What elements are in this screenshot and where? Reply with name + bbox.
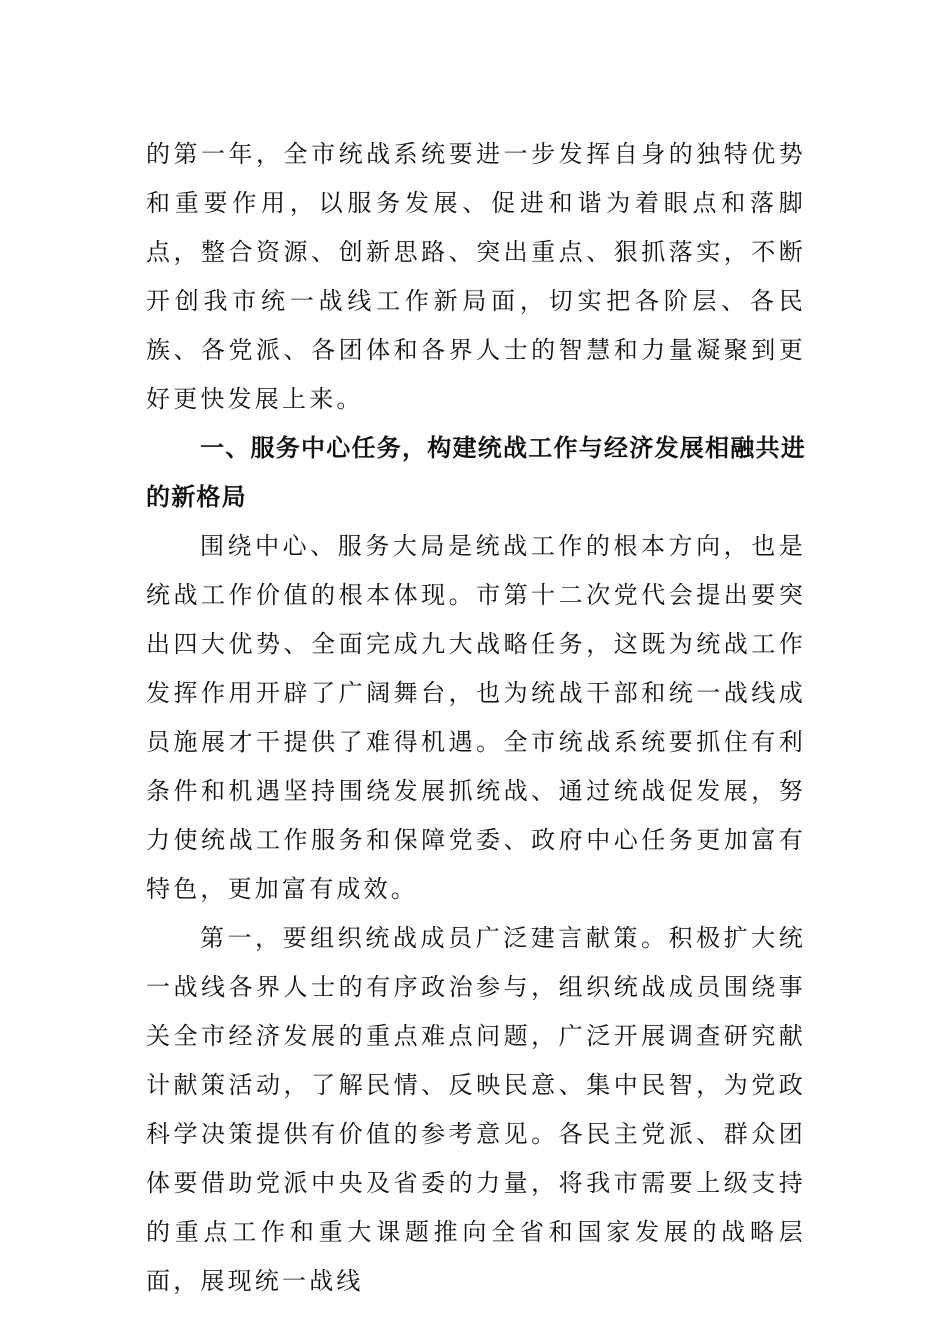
paragraph-first-point: 第一，要组织统战成员广泛建言献策。积极扩大统一战线各界人士的有序政治参与，组织统战成员围绕事关全市经济发展的重点难点问题，广泛开展调查研究献计献策活动，了解民情、反映民意、集中民智，为党政科学决策提供有价值的参考意见。各民主党派、群众团体要借助党派中央及省委的力量，将我市需要上级支持的重点工作和重大课题推向全省和国家发展的战略层面，展现统一战线	[146, 924, 806, 1295]
section-heading-one: 一、服务中心任务，构建统战工作与经济发展相融共进的新格局	[146, 434, 806, 511]
paragraph-service-center: 围绕中心、服务大局是统战工作的根本方向，也是统战工作价值的根本体现。市第十二次党代会提出要突出四大优势、全面完成九大战略任务，这既为统战工作发挥作用开辟了广阔舞台，也为统战干部和统一战线成员施展才干提供了难得机遇。全市统战系统要抓住有利条件和机遇坚持围绕发展抓统战、通过统战促发展，努力使统战工作服务和保障党委、政府中心任务更加富有特色，更加富有成效。	[146, 532, 806, 903]
document-body	[146, 130, 806, 1306]
paragraph-intro-continuation: 的第一年，全市统战系统要进一步发挥自身的独特优势和重要作用，以服务发展、促进和谐为着眼点和落脚点，整合资源、创新思路、突出重点、狠抓落实，不断开创我市统一战线工作新局面，切实把各阶层、各民族、各党派、各团体和各界人士的智慧和力量凝聚到更好更快发展上来。	[146, 140, 806, 413]
